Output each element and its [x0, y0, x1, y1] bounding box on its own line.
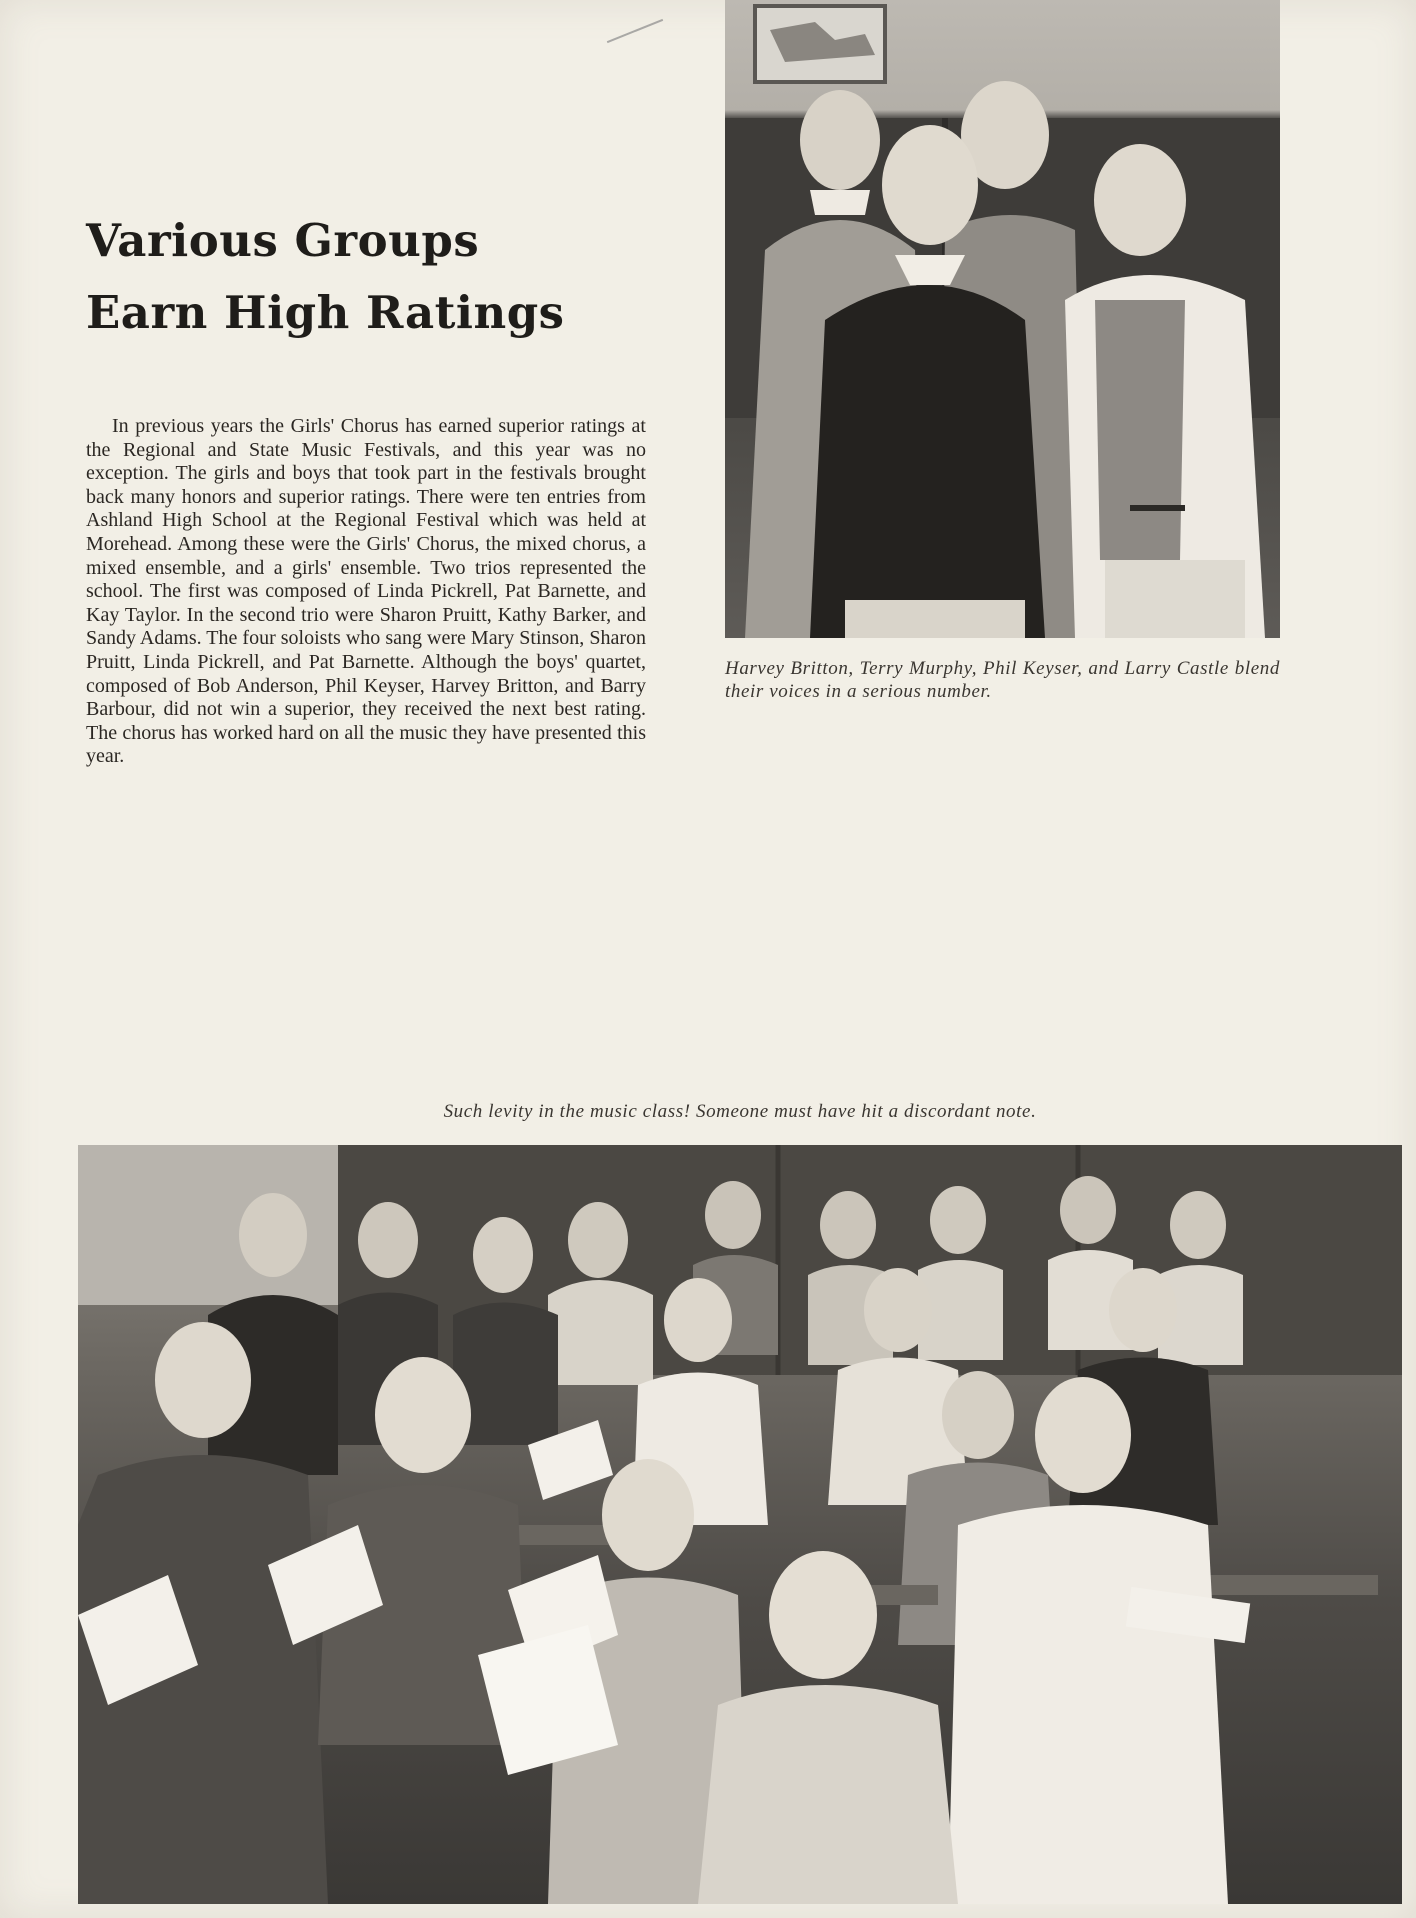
classroom-photo — [78, 1145, 1402, 1904]
article-body: In previous years the Girls' Chorus has earned superior ratings at the Regional and State Music Festivals, and this year was no exception. The girls and boys that took part in the festivals brought back many honors and superior ratings. There were ten entries from Ashland High School at the Regional Festival which was held at Morehead. Among these were the Girls' Chorus, the mixed chorus, a mixed ensemble, and a girls' ensemble. Two trios represented the school. The first was composed of Linda Pickrell, Pat Barnette, and Kay Taylor. In the second trio were Sharon Pruitt, Kathy Barker, and Sandy Adams. The four soloists who sang were Mary Stinson, Sharon Pruitt, Linda Pickrell, and Pat Barnette. Although the boys' quartet, composed of Bob Anderson, Phil Keyser, Harvey Britton, and Barry Barbour, did not win a superior, they received the next best rating. The chorus has worked hard on all the music they have presented this year. — [86, 415, 646, 768]
page-headline — [86, 205, 606, 349]
headline-line-2: Earn High Ratings — [86, 286, 565, 339]
quartet-photo-caption: Harvey Britton, Terry Murphy, Phil Keyser, and Larry Castle blend their voices in a serious number. — [725, 658, 1280, 702]
headline-line-1: Various Groups — [86, 214, 480, 267]
pencil-mark — [607, 19, 663, 43]
quartet-photo — [725, 0, 1280, 638]
quartet-photo-illustration — [725, 0, 1280, 638]
classroom-photo-illustration — [78, 1145, 1402, 1904]
class-photo-caption: Such levity in the music class! Someone must have hit a discordant note. — [443, 1101, 1037, 1122]
